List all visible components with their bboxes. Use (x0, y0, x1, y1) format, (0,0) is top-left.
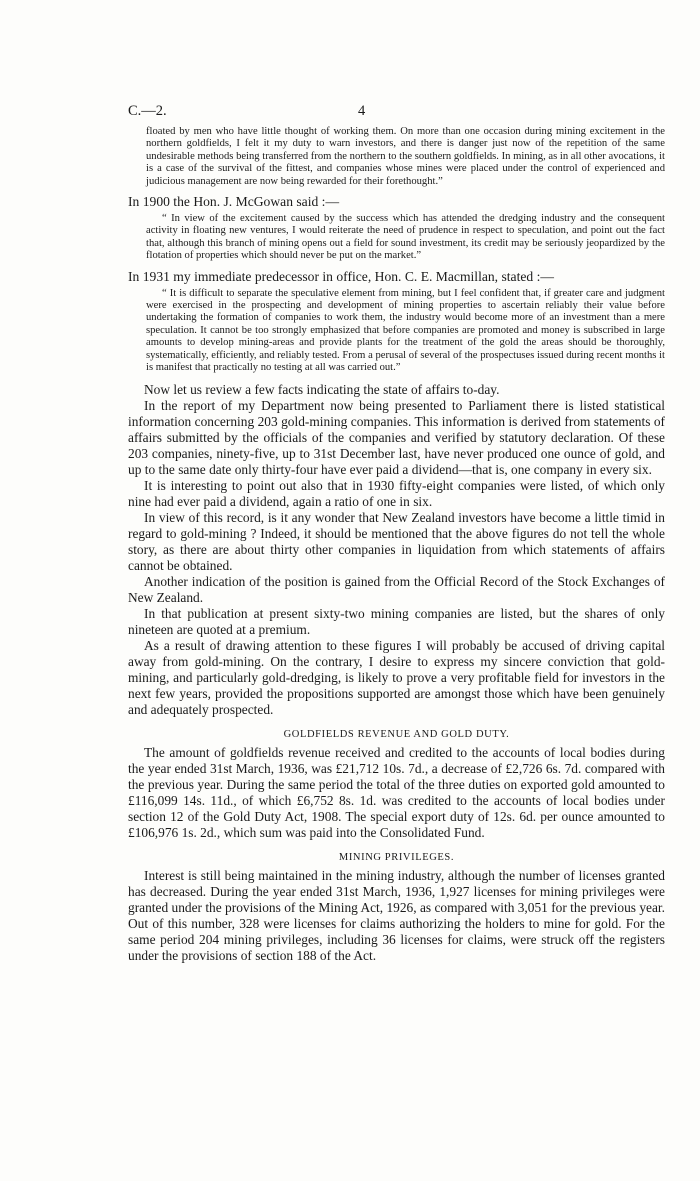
paragraph-review: Now let us review a few facts indicating the state of affairs to-day. (144, 381, 500, 397)
document-reference: C.—2. (128, 103, 167, 119)
paragraph-report: In the report of my Department now being presented to Parliament there is listed statistical information concerning 203 gold-mining companies. This information is derived from statements of affairs submitted by the officials of the companies and verified by statutory declaration. Of these 203 companies, ninety-five, up to 31st December last, have never produced one ounce of gold, and up to the same date only thirty-four have ever paid a dividend—that is, one company in every six. (128, 397, 665, 477)
quote-continuation: floated by men who have little thought of working them. On more than one occasion during mining excitement in the northern goldfields, I felt it my duty to warn investors, and there is danger just now of the repetition of the same undesirable methods being transferred from the northern to the southern goldfields. In mining, as in all other avocations, it is a case of the survival of the fittest, and companies whose mines were placed under the control of experienced and judicious management are now being rewarded for their forethought.” (146, 126, 665, 187)
paragraph-revenue: The amount of goldfields revenue received and credited to the accounts of local bodies during the year ended 31st March, 1936, was £21,712 10s. 7d., a decrease of £2,726 6s. 7d. compared with the previous year. During the same period the total of the three duties on exported gold amounted to £116,099 14s. 11d., of which £6,752 8s. 1d. was credited to the accounts of local bodies under section 12 of the Gold Duty Act, 1908. The special export duty of 12s. 6d. per ounce amounted to £106,976 1s. 2d., which sum was paid into the Consolidated Fund. (128, 744, 665, 840)
lead-1931: In 1931 my immediate predecessor in office, Hon. C. E. Macmillan, stated :— (128, 268, 554, 284)
document-body (128, 126, 665, 964)
paragraph-official-record: Another indication of the position is gained from the Official Record of the Stock Exchanges of New Zealand. (128, 573, 665, 605)
paragraph-conviction: As a result of drawing attention to these figures I will probably be accused of driving capital away from gold-mining. On the contrary, I desire to express my sincere conviction that gold-mining, and particularly gold-dredging, is likely to prove a very profitable field for investors in the next few years, provided the propositions supported are amongst those which have been genuinely and adequately prospected. (128, 637, 665, 717)
quote-macmillan: “ It is difficult to separate the speculative element from mining, but I feel confident that, if greater care and judgment were exercised in the prospecting and development of mining properties to ascertain reliably their value before undertaking the formation of companies to work them, the industry would become more of an investment than a mere speculation. It cannot be too strongly emphasized that before companies are promoted and money is subscribed in large amounts to develop mining-areas and provide plants for the treatment of the gold the areas should be thoroughly, systematically, efficiently, and reliably tested. From a perusal of several of the prospectuses issued during recent months it is manifest that practically no testing at all was carried out.” (146, 287, 665, 374)
section-heading-privileges: MINING PRIVILEGES. (338, 851, 455, 863)
paragraph-1930: It is interesting to point out also that in 1930 fifty-eight companies were listed, of which only nine had ever paid a dividend, again a ratio of one in six. (128, 477, 665, 509)
page-number: 4 (358, 103, 366, 119)
paragraph-publication: In that publication at present sixty-two mining companies are listed, but the shares of only nineteen are quoted at a premium. (128, 605, 665, 637)
paragraph-privileges: Interest is still being maintained in the mining industry, although the number of licenses granted has decreased. During the year ended 31st March, 1936, 1,927 licenses for mining privileges were granted under the provisions of the Mining Act, 1926, as compared with 3,051 for the previous year. Out of this number, 328 were licenses for claims authorizing the holders to mine for gold. For the same period 204 mining privileges, including 36 licenses for claims, were struck off the registers under the provisions of section 188 of the Act. (128, 867, 665, 963)
lead-1900: In 1900 the Hon. J. McGowan said :— (128, 194, 340, 210)
paragraph-record: In view of this record, is it any wonder that New Zealand investors have become a little timid in regard to gold-mining ? Indeed, it should be mentioned that the above figures do not tell the whole story, as there are about thirty other companies in liquidation from which statements of affairs cannot be obtained. (128, 509, 665, 573)
quote-mcgowan: “ In view of the excitement caused by the success which has attended the dredging industry and the consequent activity in floating new ventures, I would reiterate the need of prudence in respect to speculation, and point out the fact that, although this branch of mining opens out a field for sound investment, its credit may be seriously jeopardized by the flotation of properties which should never be put on the market.” (146, 213, 665, 262)
page-header (128, 103, 664, 123)
section-heading-revenue: GOLDFIELDS REVENUE AND GOLD DUTY. (283, 728, 510, 740)
